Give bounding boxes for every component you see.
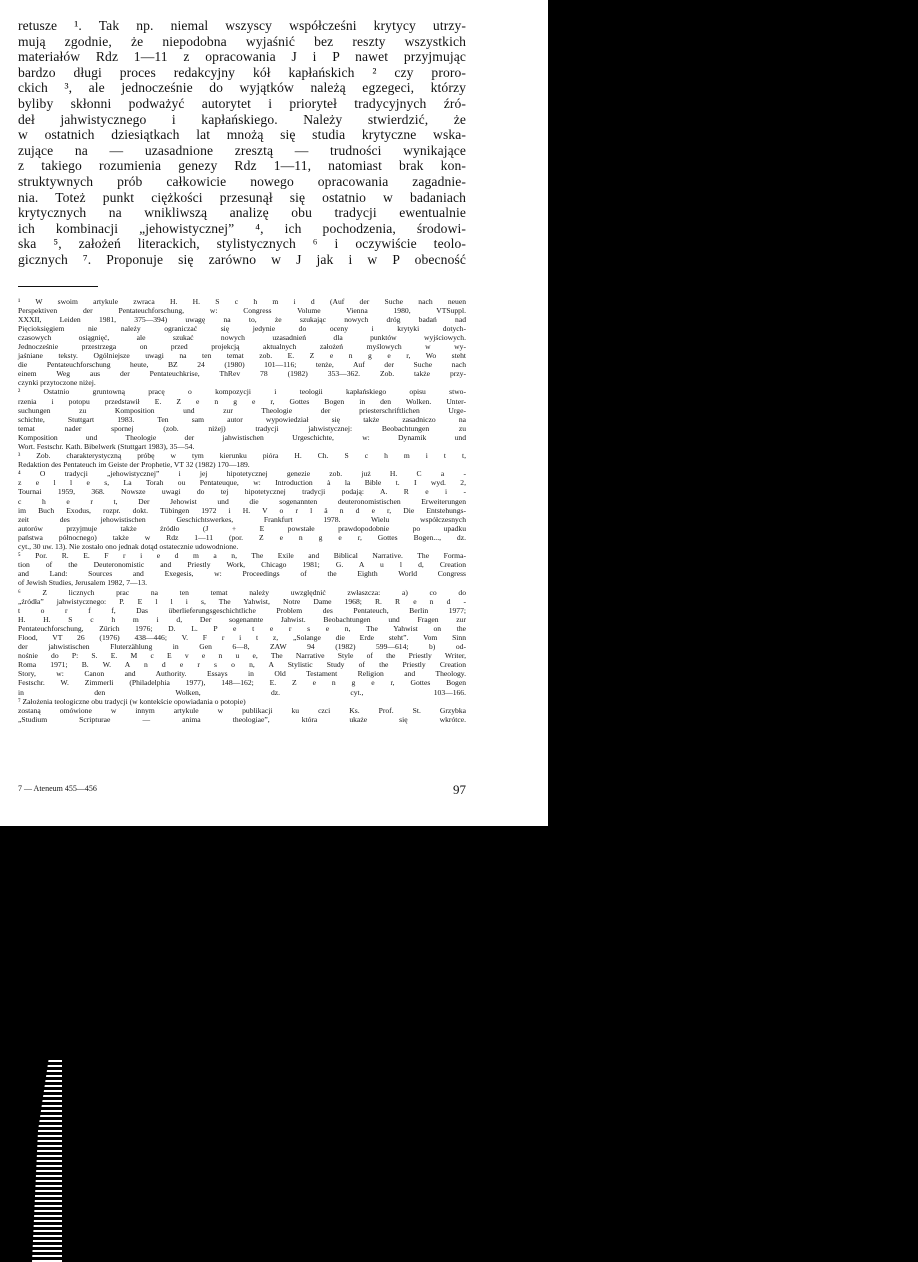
footnote-line: Redaktion des Pentateuch im Geiste der Prophetie, VT 32 (1982) 170—189. xyxy=(18,460,250,470)
body-line: w ostatnich dziesiątkach lat mnożą się studia krytyczne wska- xyxy=(18,127,466,143)
body-line: materiałów Rdz 1—11 z opracowania J i P nawet przyjmując xyxy=(18,49,466,65)
footnote-line: cyt., 30 uw. 13). Nie zostało ono jednak dotąd ostatecznie udowodnione. xyxy=(18,542,239,552)
body-line: struktywnych prób całkowicie nowego opracowania zagadnie- xyxy=(18,173,466,189)
footnote-line: Tournai 1959, 368. Nowsze uwagi do tej hipotetycznej tradycji podają: A. R e i - xyxy=(18,487,466,497)
footnote-line: państwa północnego) także w Rdz 1—11 (por. Z e n g e r, Gottes Bogen..., dz. xyxy=(18,532,466,542)
footnote-line: of Jewish Studies, Jerusalem 1982, 7—13. xyxy=(18,578,148,588)
body-line: byliby skłonni podważyć autorytet i prioryteł tradycyjnych źró- xyxy=(18,95,466,111)
footnote-line: Komposition und Theologie der jahwistischen Urgeschichte, w: Dynamik und xyxy=(18,432,466,442)
footnote-line: ² Ostatnio gruntowną pracę o kompozycji i teologii kapłańskiego opisu stwo- xyxy=(18,387,466,397)
footnote-line: XXXII, Leiden 1981, 375—394) uwagę na to, że szukając nowych dróg badań nad xyxy=(18,314,466,324)
body-line: ska ⁵, założeń literackich, stylistycznych ⁶ i oczywiście teolo- xyxy=(18,236,466,252)
body-line: z takiego rozumienia genezy Rdz 1—11, natomiast brak kon- xyxy=(18,158,466,174)
body-line: gicznych ⁷. Proponuje się zarówno w J jak i w P obecność xyxy=(18,251,466,267)
body-line: zujące na — uzasadnione zresztą — trudności wynikające xyxy=(18,142,466,158)
footnote-line: schichte, Stuttgart 1983. Ten sam autor wypowiedział się także zasadniczo na xyxy=(18,414,466,424)
footnote-line: czynki przytoczone niżej. xyxy=(18,378,96,388)
body-line: ich kombinacji „jehowistycznej” ⁴, ich pochodzenia, środowi- xyxy=(18,220,466,236)
footnote-separator xyxy=(18,286,98,287)
footnote-line: suchungen zu Komposition und zur Theologie der priesterschriftlichen Urge- xyxy=(18,405,466,415)
footnote-line: einem Weg aus der Pentateuchkrise, ThRev 78 (1982) 353—362. Zob. także przy- xyxy=(18,369,466,379)
body-line: ckich ³, ale jednocześnie do wyjątków należą egzegeci, którzy xyxy=(18,80,466,96)
footnote-line: H. H. S c h m i d, Der sogenannte Jahwist. Beobachtungen und Fragen zur xyxy=(18,614,466,624)
footnote-line: t o r f f, Das überlieferungsgeschichtliche Problem des Pentateuch, Berlin 1977; xyxy=(18,605,466,615)
body-line: mują zgodnie, że niepodobna wyjaśnić bez reszty wszystkich xyxy=(18,33,466,49)
footnote-line: Festschr. W. Zimmerli (Philadelphia 1977), 148—162; E. Z e n g e r, Gottes Bogen xyxy=(18,678,466,688)
footnote-line: „źródła” jahwistycznego: P. E l l i s, The Yahwist, Notre Dame 1968; R. R e n d - xyxy=(18,596,466,606)
footnote-line: ⁷ Założenia teologiczne obu tradycji (w kontekście opowiadania o potopie) xyxy=(18,696,246,706)
footnote-line: rzenia i potopu przedstawił E. Z e n g e r, Gottes Bogen in den Wolken. Unter- xyxy=(18,396,466,406)
page-content xyxy=(18,18,466,724)
body-line: deł jahwistycznego i kapłańskiego. Należy stwierdzić, że xyxy=(18,111,466,127)
body-line: krytycznych na wnikliwszą analizę obu tradycji ewentualnie xyxy=(18,205,466,221)
footnote-line: jaśniane teksty. Ogólniejsze uwagi na ten temat zob. E. Z e n g e r, Wo steht xyxy=(18,351,466,361)
footnote-line: Pięcioksięgiem nie należy ograniczać się jedynie do oceny i krytyki dotych- xyxy=(18,323,466,333)
footnote-line: in den Wolken, dz. cyt., 103—166. xyxy=(18,687,466,697)
footnote-line: ³ Zob. charakterystyczną próbę w tym kierunku pióra H. Ch. S c h m i t t, xyxy=(18,451,466,461)
footnote-line: c h e r t, Der Jehowist und die sogenannten deuteronomistischen Erweiterungen xyxy=(18,496,466,506)
footnote-line: and Land: Sources and Exegesis, w: Proceedings of the Eighth World Congress xyxy=(18,569,466,579)
footnote-line: ¹ W swoim artykule zwraca H. H. S c h m i d (Auf der Suche nach neuen xyxy=(18,296,466,306)
footnote-line: Roma 1971; B. W. A n d e r s o n, A Stylistic Study of the Priestly Creation xyxy=(18,660,466,670)
body-line: bardzo długi proces redakcyjny kół kapłańskich ² czy proro- xyxy=(18,64,466,80)
footnote-line: tion of the Deuteronomistic and Priestly Work, Chicago 1981; G. A u l d, Creation xyxy=(18,560,466,570)
footnote-line: Pentateuchforschung, Zürich 1976; D. L. P e t e r s e n, The Yahwist on the xyxy=(18,623,466,633)
page-number: 97 xyxy=(453,782,466,797)
footnote-line: czasowych osiągnięć, ale szukać nowych uzasadnień dla punktów wyjściowych. xyxy=(18,332,466,342)
footnote-line: nośnie do P: S. E. M c E v e n u e, The Narrative Style of the Priestly Writer, xyxy=(18,651,466,661)
footnote-line: im Buch Exodus, rozpr. dokt. Tübingen 1972 i H. V o r l ä n d e r, Die Entstehungs- xyxy=(18,505,466,515)
footnote-line: ⁴ O tradycji „jehowistycznej” i jej hipotetycznej genezie zob. już H. C a - xyxy=(18,469,466,479)
footnote-line: Jednocześnie przestrzega on przed projekcją aktualnych założeń myślowych w wy- xyxy=(18,341,466,351)
footnote-line: zostaną omówione w innym artykule w publikacji ku czci Ks. Prof. St. Grzybka xyxy=(18,705,466,715)
footnote-line: autorów przyjmuje także źródło (J + E powstałe prawdopodobnie po upadku xyxy=(18,523,466,533)
footnote-line: der jahwistischen Fluterzählung in Gen 6—8, ZAW 94 (1982) 599—614; b) od- xyxy=(18,642,466,652)
footnote-line: z e l l e s, La Torah ou Pentateuque, w: Introduction à la Bible t. I wyd. 2, xyxy=(18,478,466,488)
footnote-line: „Studium Scripturae — anima theologiae”, która ukaże się wkrótce. xyxy=(18,714,466,724)
page-footer xyxy=(18,782,466,800)
body-paragraph xyxy=(18,18,466,268)
signature-mark: 7 — Ateneum 455—456 xyxy=(18,784,97,793)
footnote-line: ⁵ Por. R. E. F r i e d m a n, The Exile and Biblical Narrative. The Forma- xyxy=(18,551,466,561)
footnote-line: die Pentateuchforschung heute, BZ 24 (1980) 101—116; tenże, Auf der Suche nach xyxy=(18,360,466,370)
footnote-line: zeit des jehowistischen Geschichtswerkes, Frankfurt 1978. Wielu współczesnych xyxy=(18,514,466,524)
footnotes xyxy=(18,297,466,724)
body-line: nia. Toteż punkt ciężkości przesunął się ostatnio w badaniach xyxy=(18,189,466,205)
scan-black-margin-bottom xyxy=(0,826,918,1262)
footnote-line: temat nader spornej (zob. niżej) tradycji jahwistycznej: Beobachtungen zu xyxy=(18,423,466,433)
footnote-line: ⁶ Z licznych prac na ten temat należy uwzględnić zwłaszcza: a) co do xyxy=(18,587,466,597)
footnote-line: Wort. Festschr. Kath. Bibelwerk (Stuttgart 1983), 35—54. xyxy=(18,442,195,451)
footnote-line: Perspektiven der Pentateuchforschung, w: Congress Volume Vienna 1980, VTSuppl. xyxy=(18,305,466,315)
body-line: retusze ¹. Tak np. niemal wszyscy współcześni krytycy utrzy- xyxy=(18,18,466,33)
footnote-line: Flood, VT 26 (1976) 438—446; V. F r i t z, „Solange die Erde steht”. Vom Sinn xyxy=(18,632,466,642)
footnote-line: Story, w: Canon and Authority. Essays in Old Testament Religion and Theology. xyxy=(18,669,466,679)
